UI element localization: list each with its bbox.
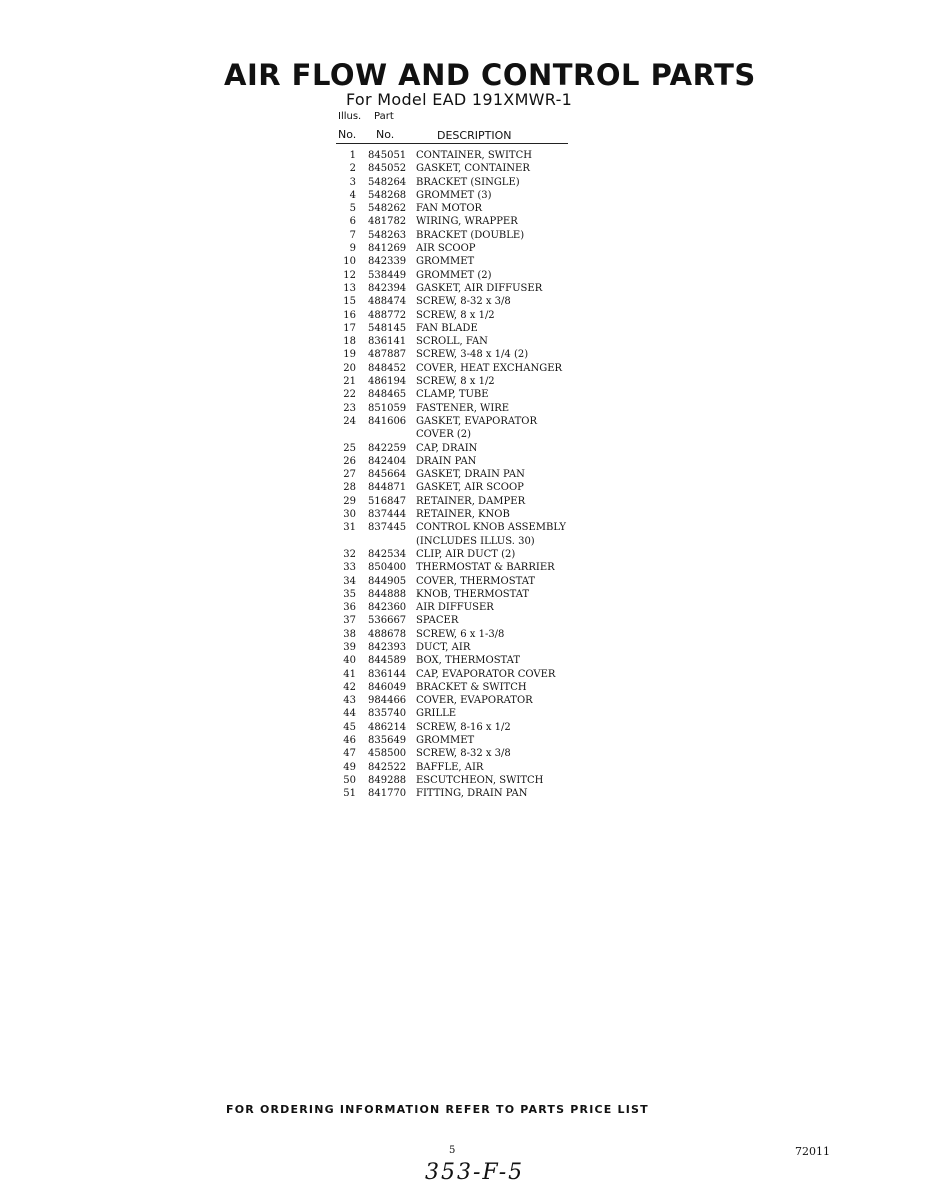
part-number: 487887 [368,349,407,361]
parts-row [336,482,596,495]
part-description: GASKET, AIR DIFFUSER [416,282,543,294]
parts-row [336,602,596,615]
part-description: CAP, DRAIN [416,442,478,454]
parts-row [336,642,596,655]
part-description: SCREW, 8 x 1/2 [416,376,495,388]
illus-number: 47 [343,748,356,760]
illus-number: 43 [343,695,356,707]
part-number: 835649 [368,735,407,747]
illus-number: 15 [343,296,356,308]
illus-number: 49 [343,761,356,773]
parts-row [336,376,596,389]
part-description: COVER (2) [416,429,472,441]
parts-row [336,682,596,695]
part-description: RETAINER, KNOB [416,509,510,521]
part-description: SCROLL, FAN [416,336,488,348]
part-description: COVER, HEAT EXCHANGER [416,362,563,374]
illus-number: 50 [343,774,356,786]
part-description: BRACKET (SINGLE) [416,176,520,188]
illus-number: 33 [343,562,356,574]
part-number: 848465 [368,389,407,401]
part-description: SCREW, 8 x 1/2 [416,309,495,321]
part-number: 536667 [368,615,407,627]
part-number: 516847 [368,495,407,507]
illus-number: 13 [343,282,356,294]
parts-row [336,735,596,748]
parts-row [336,562,596,575]
illus-number: 29 [343,495,356,507]
part-description: GASKET, AIR SCOOP [416,482,524,494]
page-title: AIR FLOW AND CONTROL PARTS [224,58,756,92]
part-description: SPACER [416,615,459,627]
parts-row [336,190,596,203]
illus-number: 42 [343,681,356,693]
part-number: 548264 [368,176,407,188]
illus-number: 17 [343,322,356,334]
parts-row [336,629,596,642]
illus-number: 9 [349,243,356,255]
part-description: GASKET, DRAIN PAN [416,469,525,481]
part-number: 984466 [368,695,407,707]
part-description: COVER, EVAPORATOR [416,695,533,707]
part-description: SCREW, 8-32 x 3/8 [416,296,511,308]
parts-row [336,216,596,229]
part-number: 842339 [368,256,407,268]
parts-row [336,416,596,429]
part-number: 849288 [368,774,407,786]
part-number: 548145 [368,322,407,334]
parts-row [336,536,596,549]
part-description: FITTING, DRAIN PAN [416,788,528,800]
parts-row [336,243,596,256]
illus-number: 31 [343,522,356,534]
parts-row [336,323,596,336]
part-description: CONTROL KNOB ASSEMBLY [416,522,566,534]
illus-number: 27 [343,469,356,481]
part-description: CAP, EVAPORATOR COVER [416,668,556,680]
parts-row [336,722,596,735]
parts-row [336,336,596,349]
part-description: SCREW, 6 x 1-3/8 [416,628,505,640]
parts-row [336,576,596,589]
part-description: AIR DIFFUSER [416,602,494,614]
part-description: BRACKET & SWITCH [416,681,527,693]
parts-row [336,177,596,190]
parts-row [336,403,596,416]
parts-row [336,748,596,761]
part-description: GASKET, CONTAINER [416,163,530,175]
illus-number: 30 [343,509,356,521]
part-number: 844905 [368,575,407,587]
part-description: GRILLE [416,708,457,720]
part-number: 488772 [368,309,407,321]
part-description: BRACKET (DOUBLE) [416,229,525,241]
parts-row [336,522,596,535]
parts-row [336,549,596,562]
parts-row [336,615,596,628]
part-number: 481782 [368,216,407,228]
part-number: 835740 [368,708,407,720]
parts-row [336,163,596,176]
parts-row [336,389,596,402]
illus-number: 10 [343,256,356,268]
part-number: 842259 [368,442,407,454]
part-description: CLAMP, TUBE [416,389,489,401]
illus-number: 32 [343,548,356,560]
part-number: 841606 [368,415,407,427]
part-description: THERMOSTAT & BARRIER [416,562,555,574]
header-illus-label: Illus. [338,111,362,122]
part-description: CONTAINER, SWITCH [416,150,532,161]
parts-row [336,230,596,243]
header-part-label: Part [374,111,394,122]
handwritten-note: 353-F-5 [425,1160,525,1185]
part-description: BAFFLE, AIR [416,761,484,773]
parts-row [336,469,596,482]
part-description: RETAINER, DAMPER [416,495,526,507]
part-number: 548263 [368,229,407,241]
parts-list [336,150,596,802]
part-description: SCREW, 8-16 x 1/2 [416,721,511,733]
part-description: FAN MOTOR [416,203,483,215]
part-number: 486194 [368,376,407,388]
part-description: CLIP, AIR DUCT (2) [416,548,516,560]
part-number: 486214 [368,721,407,733]
part-description: ESCUTCHEON, SWITCH [416,774,544,786]
illus-number: 44 [343,708,356,720]
illus-number: 22 [343,389,356,401]
part-number: 488474 [368,296,407,308]
part-number: 842534 [368,548,407,560]
part-number: 842393 [368,641,407,653]
illus-number: 51 [343,788,356,800]
part-number: 844871 [368,482,407,494]
part-number: 842522 [368,761,407,773]
illus-number: 5 [349,203,356,215]
illus-number: 37 [343,615,356,627]
illus-number: 20 [343,362,356,374]
parts-row [336,283,596,296]
part-number: 842404 [368,455,407,467]
part-description: FASTENER, WIRE [416,402,510,414]
illus-number: 36 [343,602,356,614]
parts-row [336,669,596,682]
illus-number: 40 [343,655,356,667]
parts-row [336,203,596,216]
part-description: WIRING, WRAPPER [416,216,518,228]
part-description: GROMMET (3) [416,189,492,201]
part-number: 851059 [368,402,407,414]
part-number: 845664 [368,469,407,481]
parts-row [336,296,596,309]
parts-row [336,708,596,721]
part-description: SCREW, 3-48 x 1/4 (2) [416,349,529,361]
illus-number: 21 [343,376,356,388]
parts-row [336,509,596,522]
parts-row [336,496,596,509]
part-description: KNOB, THERMOSTAT [416,588,530,600]
header-rule [336,143,568,144]
parts-row [336,256,596,269]
part-number: 548262 [368,203,407,215]
illus-number: 24 [343,415,356,427]
part-number: 848452 [368,362,407,374]
part-number: 850400 [368,562,407,574]
part-description: DUCT, AIR [416,641,471,653]
part-number: 837444 [368,509,407,521]
part-number: 548268 [368,189,407,201]
part-description: GROMMET [416,256,475,268]
illus-number: 4 [349,189,356,201]
parts-row [336,456,596,469]
parts-row [336,429,596,442]
illus-number: 12 [343,269,356,281]
parts-row [336,655,596,668]
parts-row [336,788,596,801]
illus-number: 19 [343,349,356,361]
part-number: 845052 [368,163,407,175]
part-number: 842394 [368,282,407,294]
part-number: 841770 [368,788,407,800]
part-number: 845051 [368,150,407,161]
parts-row [336,775,596,788]
part-number: 842360 [368,602,407,614]
parts-row [336,349,596,362]
illus-number: 28 [343,482,356,494]
parts-row [336,695,596,708]
illus-number: 6 [349,216,356,228]
part-number: 488678 [368,628,407,640]
parts-row [336,150,596,163]
illus-number: 45 [343,721,356,733]
illus-number: 1 [349,150,356,161]
parts-row [336,270,596,283]
document-code: 72011 [795,1145,830,1158]
part-description: SCREW, 8-32 x 3/8 [416,748,511,760]
part-number: 846049 [368,681,407,693]
illus-number: 23 [343,402,356,414]
illus-number: 35 [343,588,356,600]
parts-row [336,363,596,376]
part-description: DRAIN PAN [416,455,477,467]
illus-number: 34 [343,575,356,587]
part-description: BOX, THERMOSTAT [416,655,521,667]
part-description: AIR SCOOP [416,243,476,255]
parts-row [336,589,596,602]
model-subtitle: For Model EAD 191XMWR-1 [346,90,573,109]
part-number: 458500 [368,748,407,760]
illus-number: 26 [343,455,356,467]
parts-row [336,762,596,775]
part-description: GASKET, EVAPORATOR [416,415,537,427]
part-number: 538449 [368,269,407,281]
illus-number: 46 [343,735,356,747]
header-part-no-label: No. [376,128,395,141]
part-number: 844888 [368,588,407,600]
illus-number: 2 [349,163,356,175]
illus-number: 7 [349,229,356,241]
illus-number: 39 [343,641,356,653]
header-illus-no-label: No. [338,128,357,141]
part-description: FAN BLADE [416,322,478,334]
illus-number: 25 [343,442,356,454]
header-description-label: DESCRIPTION [437,129,512,142]
part-description: (INCLUDES ILLUS. 30) [416,535,535,547]
illus-number: 41 [343,668,356,680]
part-number: 844589 [368,655,407,667]
part-description: COVER, THERMOSTAT [416,575,536,587]
illus-number: 16 [343,309,356,321]
parts-row [336,443,596,456]
part-description: GROMMET [416,735,475,747]
page-number: 5 [449,1145,456,1156]
part-description: GROMMET (2) [416,269,492,281]
illus-number: 38 [343,628,356,640]
part-number: 836144 [368,668,407,680]
part-number: 837445 [368,522,407,534]
illus-number: 18 [343,336,356,348]
parts-row [336,310,596,323]
ordering-info-note: FOR ORDERING INFORMATION REFER TO PARTS PRICE LIST [226,1103,649,1116]
part-number: 841269 [368,243,407,255]
illus-number: 3 [349,176,356,188]
part-number: 836141 [368,336,407,348]
